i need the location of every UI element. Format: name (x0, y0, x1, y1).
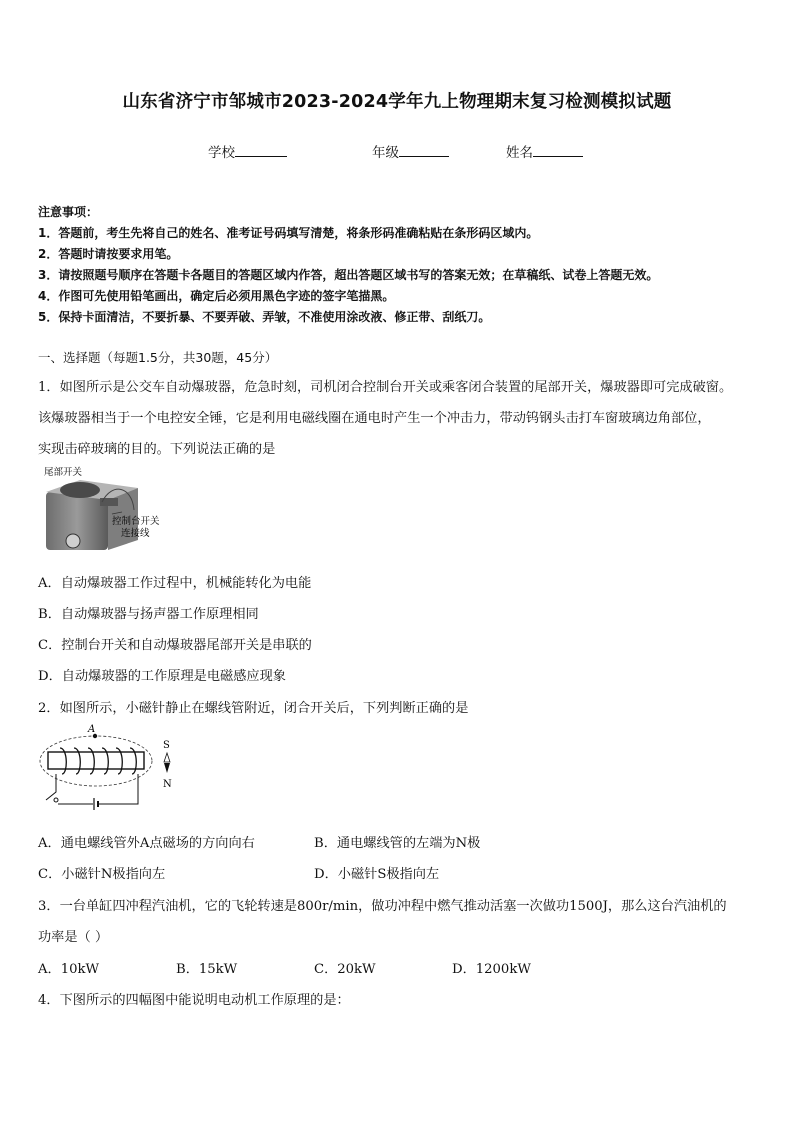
note-item: 3．请按照题号顺序在答题卡各题目的答题区域内作答，超出答题区域书写的答案无效；在草稿纸、试卷上答题无效。 (38, 268, 659, 282)
bolt-icon (66, 534, 80, 548)
notes-heading: 注意事项： (38, 205, 99, 219)
q1-option-c: C．控制台开关和自动爆玻器尾部开关是串联的 (38, 638, 312, 653)
ctrl-wire-label: 连接线 (121, 528, 150, 539)
note-item: 1．答题前，考生先将自己的姓名、准考证号码填写清楚，将条形码准确粘贴在条形码区域内。 (38, 226, 539, 240)
q1-line: 该爆玻器相当于一个电控安全锤，它是利用电磁线圈在通电时产生一个冲击力，带动钨钢头击打车窗玻璃边角部位， (38, 411, 711, 426)
grade-blank (399, 142, 449, 157)
school-label: 学校 (208, 145, 235, 161)
compass-needle-s (164, 753, 170, 762)
name-field (506, 141, 583, 161)
ctrl-switch-label: 控制台开关 (112, 516, 160, 527)
school-blank (235, 142, 287, 157)
compass-needle-n (164, 763, 170, 773)
q1-line: 1．如图所示是公交车自动爆玻器，危急时刻，司机闭合控制台开关或乘客闭合装置的尾部开关，爆玻器即可完成破窗。 (38, 380, 733, 395)
q1-line: 实现击碎玻璃的目的。下列说法正确的是 (38, 442, 276, 457)
q2-option-c: C．小磁针N极指向左 (38, 867, 166, 882)
name-label: 姓名 (506, 145, 533, 161)
q3-option-c: C．20kW (314, 962, 376, 977)
q2-text: 2．如图所示，小磁针静止在螺线管附近，闭合开关后，下列判断正确的是 (38, 701, 469, 716)
school-field (208, 141, 287, 161)
q3-line: 功率是（ ） (38, 930, 109, 945)
grade-label: 年级 (372, 145, 399, 161)
q1-option-d: D．自动爆玻器的工作原理是电磁感应现象 (38, 669, 286, 684)
note-item: 5．保持卡面清洁，不要折暴、不要弄破、弄皱，不准使用涂改液、修正带、刮纸刀。 (38, 310, 491, 324)
q2-figure (38, 722, 183, 814)
q2-option-b: B．通电螺线管的左端为N极 (314, 836, 481, 851)
section-heading: 一、选择题（每题1.5分，共30题，45分） (38, 350, 278, 365)
q1-option-b: B．自动爆玻器与扬声器工作原理相同 (38, 607, 259, 622)
tail-switch-label: 尾部开关 (44, 467, 83, 478)
page-title: 山东省济宁市邹城市2023-2024学年九上物理期末复习检测模拟试题 (122, 92, 672, 112)
connector-icon (100, 498, 118, 506)
q2-option-a: A．通电螺线管外A点磁场的方向向右 (38, 836, 255, 851)
name-blank (533, 142, 583, 157)
q3-option-d: D．1200kW (452, 962, 531, 977)
wire-right (98, 774, 138, 804)
tail-switch-icon (60, 482, 100, 498)
compass-s-label: S (163, 740, 170, 751)
solenoid-core (48, 752, 144, 769)
q3-line: 3．一台单缸四冲程汽油机，它的飞轮转速是800r/min，做功冲程中燃气推动活塞一次做功1500J，那么这台汽油机的 (38, 899, 727, 914)
note-item: 4．作图可先使用铅笔画出，确定后必须用黑色字迹的签字笔描黑。 (38, 289, 395, 303)
switch-icon (54, 798, 58, 802)
compass-n-label: N (163, 779, 172, 790)
q2-option-d: D．小磁针S极指向左 (314, 867, 440, 882)
q1-option-a: A．自动爆玻器工作过程中，机械能转化为电能 (38, 576, 312, 591)
q3-option-b: B．15kW (176, 962, 238, 977)
grade-field (372, 141, 449, 161)
q4-text: 4．下图所示的四幅图中能说明电动机工作原理的是： (38, 993, 350, 1008)
wire-left (46, 774, 56, 800)
q3-option-a: A．10kW (38, 962, 100, 977)
point-a-label: A (88, 724, 96, 735)
q1-figure (40, 462, 180, 557)
note-item: 2．答题时请按要求用笔。 (38, 247, 179, 261)
